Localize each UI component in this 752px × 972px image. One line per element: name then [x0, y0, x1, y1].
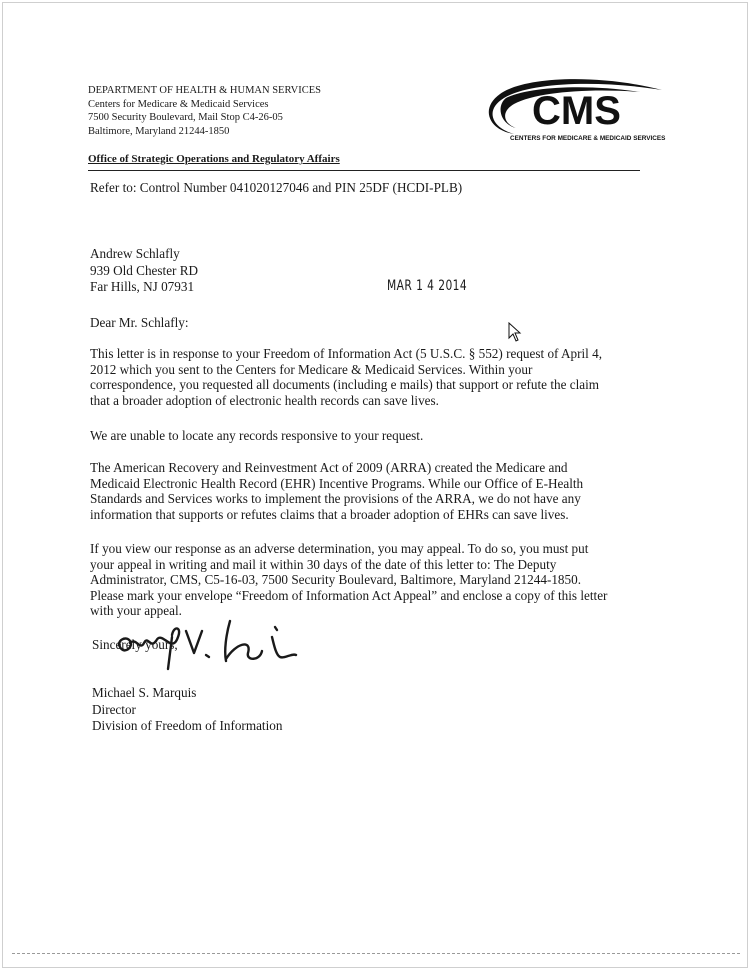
text-line: Administrator, CMS, C5-16-03, 7500 Security Boulevard, Baltimore, Maryland 21244-1850. — [90, 572, 582, 587]
agency-address-block — [88, 84, 321, 138]
reference-line: Refer to: Control Number 041020127046 and PIN 25DF (HCDI-PLB) — [90, 180, 463, 195]
center-name: Centers for Medicare & Medicaid Services — [88, 98, 269, 110]
signer-division: Division of Freedom of Information — [92, 718, 283, 733]
recipient-city: Far Hills, NJ 07931 — [90, 279, 195, 294]
agency-street: 7500 Security Boulevard, Mail Stop C4-26-05 — [88, 112, 283, 123]
text-line: your appeal in writing and mail it within 30 days of the date of this letter to: The Deputy — [90, 556, 557, 572]
header-divider — [88, 170, 640, 171]
logo-wordmark: CMS — [532, 89, 621, 133]
text-line: Standards and Services works to implement the provisions of the ARRA, we do not have any — [90, 491, 581, 506]
text-line: Medicaid Electronic Health Record (EHR) Incentive Programs. While our Office of E-Health — [90, 475, 584, 491]
signer-block — [92, 685, 282, 735]
text-line: with your appeal. — [90, 603, 182, 618]
signer-name: Michael S. Marquis — [92, 685, 197, 700]
text-line: Please mark your envelope “Freedom of Information Act Appeal” and enclose a copy of this letter — [90, 587, 608, 603]
date-stamp: MAR 1 4 2014 — [387, 278, 468, 294]
paragraph-no-records — [90, 428, 670, 444]
agency-city: Baltimore, Maryland 21244-1850 — [88, 125, 230, 137]
office-name: Office of Strategic Operations and Regulatory Affairs — [88, 153, 340, 165]
paragraph-foia-request — [90, 346, 670, 408]
mouse-pointer-icon — [508, 322, 522, 342]
paragraph-arra — [90, 460, 670, 522]
closing: Sincerely yours, — [92, 637, 178, 652]
page-bottom-edge — [12, 953, 740, 954]
logo-tagline: CENTERS FOR MEDICARE & MEDICAID SERVICES — [510, 135, 666, 142]
text-line: The American Recovery and Reinvestment Act of 2009 (ARRA) created the Medicare and — [90, 460, 568, 475]
text-line: information that supports or refutes claims that a broader adoption of EHRs can save lives. — [90, 506, 569, 522]
paragraph-appeal — [90, 541, 670, 619]
salutation: Dear Mr. Schlafly: — [90, 315, 189, 330]
text-line: This letter is in response to your Freedom of Information Act (5 U.S.C. § 552) request of April 4, — [90, 346, 603, 361]
recipient-address — [90, 246, 198, 296]
recipient-street: 939 Old Chester RD — [90, 262, 199, 278]
cms-logo — [470, 76, 670, 146]
recipient-name: Andrew Schlafly — [90, 246, 180, 261]
text-line: We are unable to locate any records responsive to your request. — [90, 428, 424, 443]
text-line: If you view our response as an adverse determination, you may appeal. To do so, you must put — [90, 541, 589, 556]
handwritten-signature — [112, 615, 317, 690]
text-line: that a broader adoption of electronic health records can save lives. — [90, 392, 439, 408]
text-line: 2012 which you sent to the Centers for Medicare & Medicaid Services. Within your — [90, 361, 533, 377]
signer-title: Director — [92, 701, 136, 717]
text-line: correspondence, you requested all documents (including e mails) that support or refute the claim — [90, 377, 600, 392]
department-name: DEPARTMENT OF HEALTH & HUMAN SERVICES — [88, 85, 321, 96]
